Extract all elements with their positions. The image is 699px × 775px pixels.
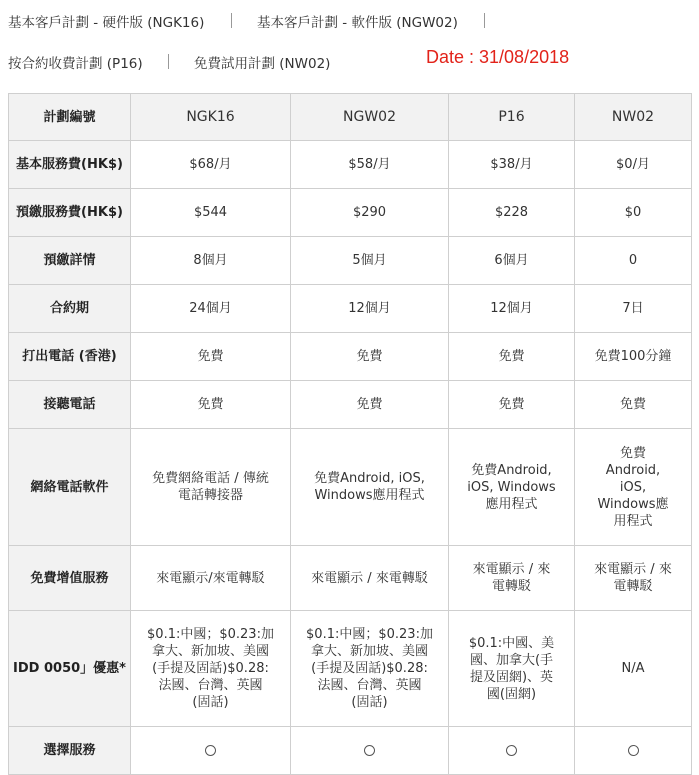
table-cell xyxy=(449,429,575,546)
tab-p16[interactable]: 按合約收費計劃 (P16) xyxy=(8,56,143,72)
cell-text: 來電顯示 / 來電轉駁 xyxy=(311,570,428,586)
table-cell xyxy=(449,727,575,775)
row-label: 基本服務費(HK$) xyxy=(9,141,131,189)
table-cell xyxy=(575,546,692,611)
table-cell: 24個月 xyxy=(131,285,291,333)
table-row-select-service xyxy=(9,727,692,775)
table-cell: 0 xyxy=(575,237,692,285)
table-cell xyxy=(449,611,575,727)
cell-text: $0.1:中國；$0.23:加 拿大、新加坡、美國 (手提及固話)$0.28: 法國、台灣、英國 (固話) xyxy=(147,627,274,710)
date-label: Date : 31/08/2018 xyxy=(426,47,570,67)
cell-text: 免費Android, iOS, Windows應用程式 xyxy=(314,471,425,503)
tab-ngk16[interactable]: 基本客戶計劃 - 硬件版 (NGK16) xyxy=(8,15,205,31)
tab-divider xyxy=(484,13,485,28)
table-cell xyxy=(131,727,291,775)
table-row-voip-software xyxy=(9,429,692,546)
row-label: 合約期 xyxy=(9,285,131,333)
tab-divider xyxy=(168,54,169,69)
table-header-row xyxy=(9,94,692,141)
select-ngw02-radio[interactable] xyxy=(364,745,375,756)
table-cell: 7日 xyxy=(575,285,692,333)
table-cell xyxy=(131,546,291,611)
table-cell xyxy=(291,546,449,611)
table-cell: $0/月 xyxy=(575,141,692,189)
cell-text: 免費網絡電話 / 傳統 電話轉接器 xyxy=(152,471,269,503)
row-label: 免費增值服務 xyxy=(9,546,131,611)
cell-text: 來電顯示 / 來 電轉駁 xyxy=(472,562,551,594)
table-cell: 12個月 xyxy=(291,285,449,333)
row-label: 網絡電話軟件 xyxy=(9,429,131,546)
table-cell: $290 xyxy=(291,189,449,237)
plan-comparison-table xyxy=(8,93,692,775)
table-cell xyxy=(131,611,291,727)
table-cell: 免費 xyxy=(131,333,291,381)
table-cell xyxy=(575,727,692,775)
cell-text: N/A xyxy=(621,661,645,676)
cell-text: 免費Android, iOS, Windows 應用程式 xyxy=(467,462,556,512)
table-cell: 8個月 xyxy=(131,237,291,285)
cell-text: $0.1:中國、美 國、加拿大(手 提及固網)、英 國(固網) xyxy=(468,635,555,702)
row-label: IDD 0050」優惠* xyxy=(9,611,131,727)
column-header-ngk16: NGK16 xyxy=(131,94,291,141)
column-header-ngw02: NGW02 xyxy=(291,94,449,141)
table-row-value-added-services xyxy=(9,546,692,611)
table-row-contract-period xyxy=(9,285,692,333)
row-label: 選擇服務 xyxy=(9,727,131,775)
table-row-incoming-calls xyxy=(9,381,692,429)
column-header-p16: P16 xyxy=(449,94,575,141)
table-cell xyxy=(575,429,692,546)
table-cell: $38/月 xyxy=(449,141,575,189)
table-cell: 免費 xyxy=(291,333,449,381)
cell-text: 免費 Android, iOS, Windows應 用程式 xyxy=(597,445,669,529)
plan-tabs xyxy=(0,0,699,90)
table-cell: 免費 xyxy=(575,381,692,429)
row-label: 接聽電話 xyxy=(9,381,131,429)
table-cell: $68/月 xyxy=(131,141,291,189)
tab-divider xyxy=(231,13,232,28)
table-row-idd-offer xyxy=(9,611,692,727)
table-cell: $0 xyxy=(575,189,692,237)
table-cell xyxy=(291,429,449,546)
row-label: 打出電話 (香港) xyxy=(9,333,131,381)
table-cell: 6個月 xyxy=(449,237,575,285)
table-cell: 免費 xyxy=(449,381,575,429)
column-header-nw02: NW02 xyxy=(575,94,692,141)
tab-nw02[interactable]: 免費試用計劃 (NW02) xyxy=(194,56,331,72)
table-cell xyxy=(449,546,575,611)
table-cell: $544 xyxy=(131,189,291,237)
table-cell: 免費 xyxy=(449,333,575,381)
select-p16-radio[interactable] xyxy=(506,745,517,756)
table-row-outgoing-calls xyxy=(9,333,692,381)
row-label: 預繳詳情 xyxy=(9,237,131,285)
table-cell xyxy=(131,429,291,546)
table-cell xyxy=(291,611,449,727)
table-cell xyxy=(575,611,692,727)
tab-ngw02[interactable]: 基本客戶計劃 - 軟件版 (NGW02) xyxy=(257,15,458,31)
cell-text: 來電顯示 / 來 電轉駁 xyxy=(594,562,672,594)
corner-header: 計劃編號 xyxy=(9,94,131,141)
table-cell: $58/月 xyxy=(291,141,449,189)
table-cell: 免費100分鐘 xyxy=(575,333,692,381)
table-cell xyxy=(291,727,449,775)
table-cell: 12個月 xyxy=(449,285,575,333)
table-cell: $228 xyxy=(449,189,575,237)
table-row-basic-fee xyxy=(9,141,692,189)
select-nw02-radio[interactable] xyxy=(628,745,639,756)
cell-text: 來電顯示/來電轉駁 xyxy=(156,570,265,586)
table-row-prepaid-details xyxy=(9,237,692,285)
table-row-prepaid-fee xyxy=(9,189,692,237)
table-cell: 5個月 xyxy=(291,237,449,285)
table-cell: 免費 xyxy=(131,381,291,429)
table-cell: 免費 xyxy=(291,381,449,429)
cell-text: $0.1:中國；$0.23:加 拿大、新加坡、美國 (手提及固話)$0.28: 法國、台灣、英國 (固話) xyxy=(306,627,433,710)
row-label: 預繳服務費(HK$) xyxy=(9,189,131,237)
select-ngk16-radio[interactable] xyxy=(205,745,216,756)
